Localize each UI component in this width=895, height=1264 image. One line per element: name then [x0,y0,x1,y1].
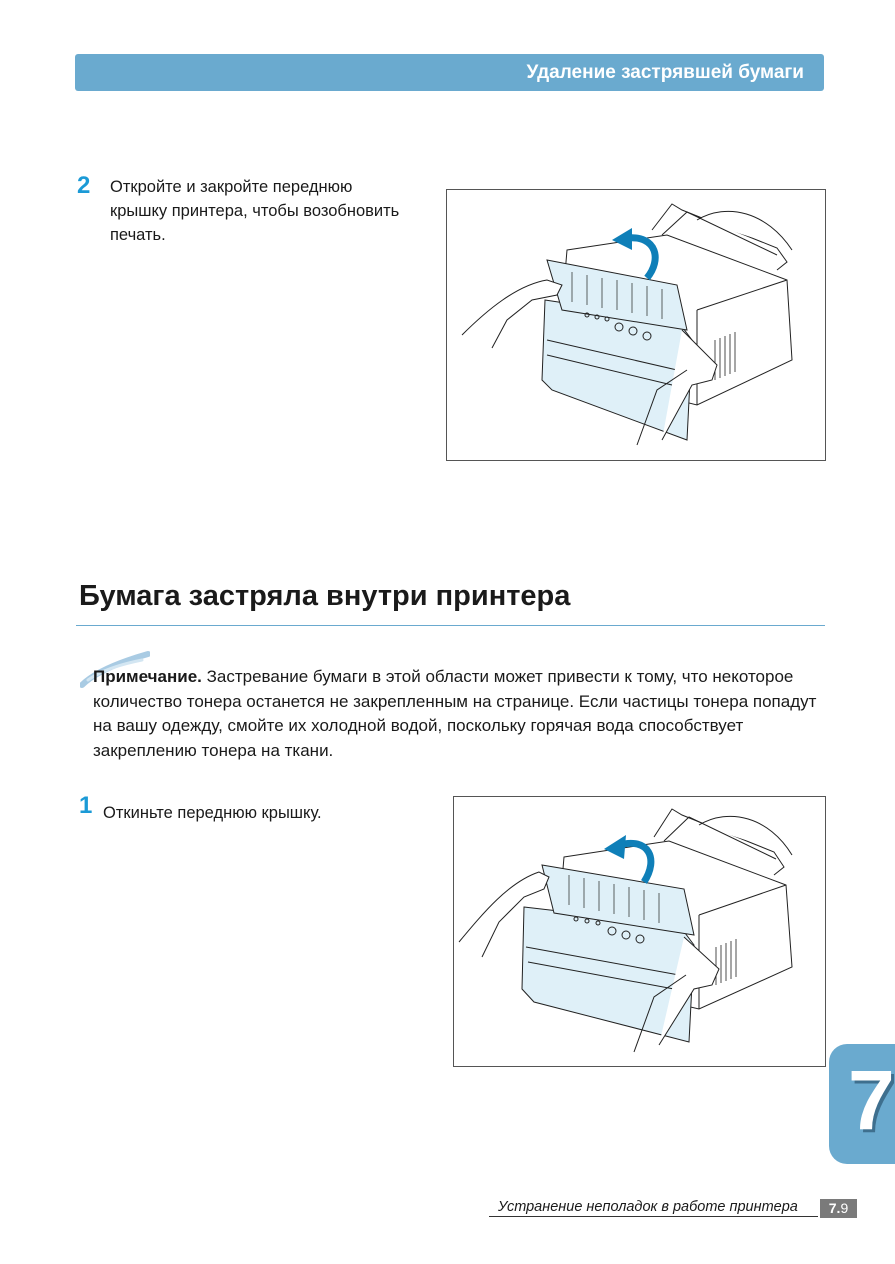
step-number: 1 [79,792,93,819]
footer-rule [489,1216,818,1217]
step-line: печать. [110,226,166,244]
step-line: крышку принтера, чтобы возобновить [110,202,400,220]
step-number: 2 [77,172,91,199]
header-title: Удаление застрявшей бумаги [526,62,804,83]
step-line: Откройте и закройте переднюю [110,178,353,196]
note-text [93,665,818,763]
printer-illustration-open-cover [453,796,826,1067]
section-heading: Бумага застряла внутри принтера [79,580,571,612]
page-chapter: 7. [828,1200,841,1216]
step-instruction [110,175,399,247]
page-number [820,1199,857,1218]
printer-illustration-close-cover [446,189,826,461]
printer-drawing [447,190,825,460]
note-body: Застревание бумаги в этой области может привести к тому, что некоторое количество тонера останется не закрепленным на странице. Если частицы тонера попадут на вашу одежду, смойте их холодной водой, поскольку горячая вода способствует закреплению тонера на ткани. [93,667,817,760]
chapter-number: 7 [848,1053,895,1147]
note-label: Примечание. [93,667,202,686]
page-index: 9 [840,1200,849,1216]
chapter-tab [829,1044,895,1164]
printer-drawing [454,797,825,1066]
step-instruction: Откиньте переднюю крышку. [103,804,322,822]
section-divider [76,625,825,626]
footer-chapter-title: Устранение неполадок в работе принтера [498,1199,798,1215]
header-bar [75,54,824,91]
